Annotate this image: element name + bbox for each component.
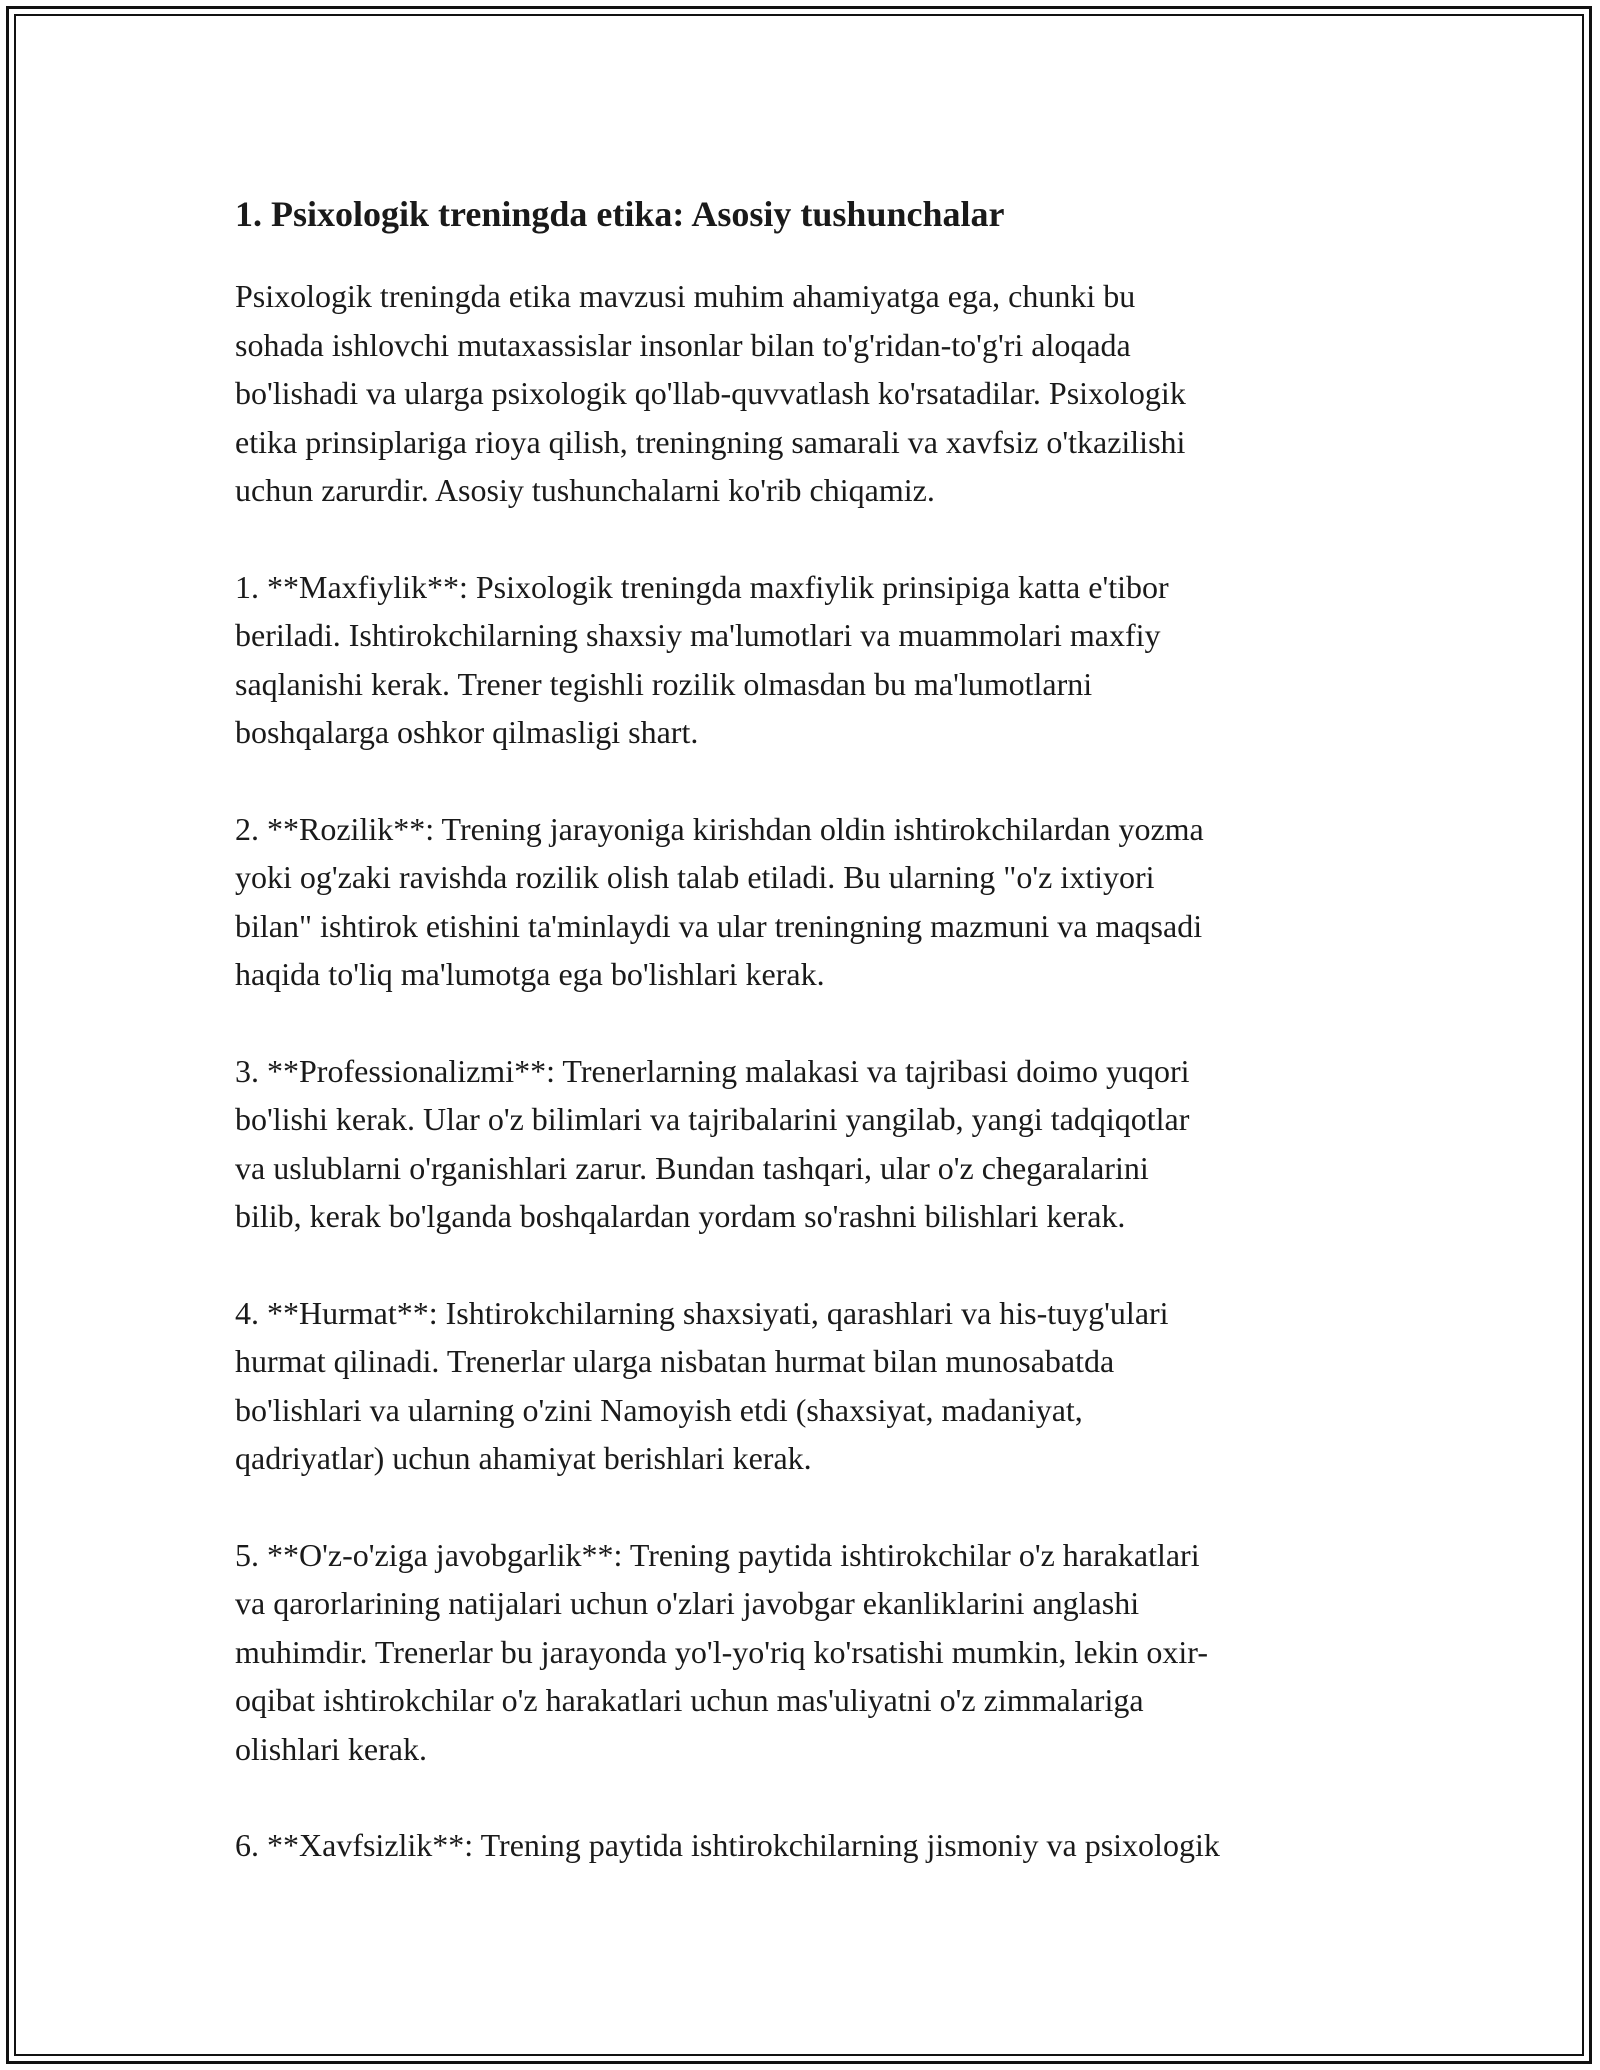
item-maxfiylik: 1. **Maxfiylik**: Psixologik treningda maxfiylik prinsipiga katta e'tibor beriladi. Ishtirokchilarning shaxsiy ma'lumotlari va muammolari maxfiy saqlanishi kerak. Trener tegishli rozilik olmasdan bu ma'lumotlarni boshqalarga oshkor qilmasligi shart. xyxy=(235,568,1169,750)
item-professionalizmi: 3. **Professionalizmi**: Trenerlarning malakasi va tajribasi doimo yuqori bo'lishi kerak. Ular o'z bilimlari va tajribalarini yangilab, yangi tadqiqotlar va uslublarni o'rganishlari zarur. Bundan tashqari, ular o'z chegaralarini bilib, kerak bo'lganda boshqalardan yordam so'rashni bilishlari kerak. xyxy=(235,1052,1190,1234)
section-heading: 1. Psixologik treningda etika: Asosiy tushunchalar xyxy=(235,194,1005,234)
item-javobgarlik: 5. **O'z-o'ziga javobgarlik**: Trening paytida ishtirokchilar o'z harakatlari va qarorlarining natijalari uchun o'zlari javobgar ekanliklarini anglashi muhimdir. Trenerlar bu jarayonda yo'l-yo'riq ko'rsatishi mumkin, lekin oxir- oqibat ishtirokchilar o'z harakatlari uchun mas'uliyatni o'z zimmalariga olishlari kerak. xyxy=(235,1536,1208,1767)
item-hurmat: 4. **Hurmat**: Ishtirokchilarning shaxsiyati, qarashlari va his-tuyg'ulari hurmat qilinadi. Trenerlar ularga nisbatan hurmat bilan munosabatda bo'lishlari va ularning o'zini Namoyish etdi (shaxsiyat, madaniyat, qadriyatlar) uchun ahamiyat berishlari kerak. xyxy=(235,1294,1169,1476)
intro-paragraph: Psixologik treningda etika mavzusi muhim ahamiyatga ega, chunki bu sohada ishlovchi mutaxassislar insonlar bilan to'g'ridan-to'g'ri aloqada bo'lishadi va ularga psixologik qo'llab-quvvatlash ko'rsatadilar. Psixologik etika prinsiplariga rioya qilish, treningning samarali va xavfsiz o'tkazilishi uchun zarurdir. Asosiy tushunchalarni ko'rib chiqamiz. xyxy=(235,278,1186,508)
item-xavfsizlik: 6. **Xavfsizlik**: Trening paytida ishtirokchilarning jismoniy va psixologik xyxy=(235,1827,1220,1863)
item-rozilik: 2. **Rozilik**: Trening jarayoniga kirishdan oldin ishtirokchilardan yozma yoki og'zaki ravishda rozilik olish talab etiladi. Bu ularning "o'z ixtiyori bilan" ishtirok etishini ta'minlaydi va ular treningning mazmuni va maqsadi haqida to'liq ma'lumotga ega bo'lishlari kerak. xyxy=(235,810,1204,992)
document-body xyxy=(235,188,1385,1918)
